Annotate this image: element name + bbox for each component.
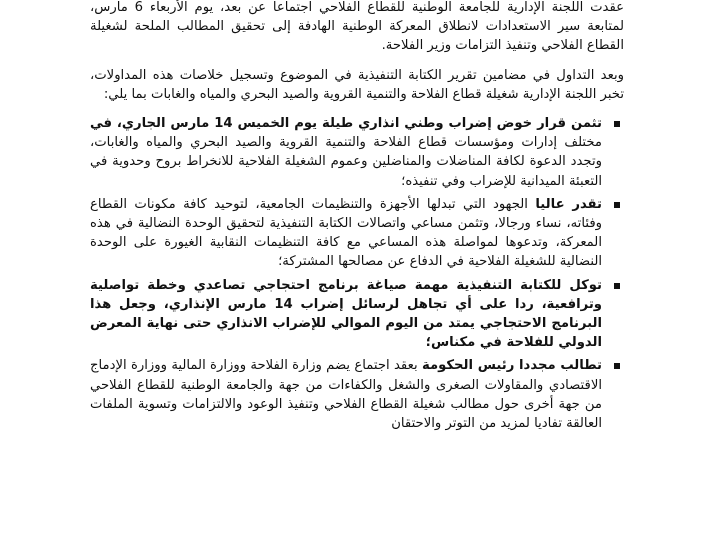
square-bullet-icon [614, 283, 620, 289]
item-bold-text: تطالب مجددا رئيس الحكومة [421, 358, 602, 374]
item-bold-text: تثمن قرار خوض إضراب وطني انذاري طيلة يوم الخميس 14 مارس الجاري، في [90, 116, 602, 132]
list-item [90, 114, 624, 191]
deliberation-paragraph: وبعد التداول في مضامين تقرير الكتابة التنفيذية في الموضوع وتسجيل خلاصات هذه المداولات، تخبر اللجنة الإدارية شغيلة قطاع الفلاحة والتنمية القروية والصيد البحري والمياه والغابات بما يلي: [90, 67, 624, 102]
list-item [90, 195, 624, 272]
item-text: بعقد اجتماع يضم وزارة الفلاحة ووزارة المالية ووزارة الإدماج الاقتصادي والمقاولات الصغرى والشغل والكفاءات من جهة والجامعة الوطنية للقطاع الفلاحي من جهة أخرى حول مطالب شغيلة القطاع الفلاحي وتنفيذ الوعود والالتزامات وتسوية الملفات العالقة تفاديا لمزيد من التوتر والاحتقان [90, 358, 602, 432]
intro-paragraph: عقدت اللجنة الإدارية للجامعة الوطنية للقطاع الفلاحي اجتماعا عن بعد، يوم الأربعاء 6 مارس، لمتابعة سير الاستعدادات لانطلاق المعركة الوطنية الهادفة إلى تحقيق المطالب الملحة لشغيلة القطاع الفلاحي وتنفيذ التزامات وزير الفلاحة. [90, 0, 624, 54]
square-bullet-icon [614, 202, 620, 208]
item-text: مختلف إدارات ومؤسسات قطاع الفلاحة والتنمية القروية والصيد البحري والمياه والغابات، وتجدد الدعوة لكافة المناضلات والمناضلين وعموم الشغيلة الفلاحية للانخراط بروح وحدوية في التعبئة الميدانية للإضراب وفي تنفيذه؛ [90, 135, 602, 189]
decisions-list [90, 114, 624, 433]
list-item [90, 276, 624, 353]
item-text: الجهود التي تبدلها الأجهزة والتنظيمات الجامعية، لتوحيد كافة مكونات القطاع وفئاته، نساء ورجالا، وتثمن مساعي واتصالات الكتابة التنفيذية لتحقيق الوحدة النضالية في هذه المعركة، وتدعوها لمواصلة هذه المساعي مع كافة التنظيمات النقابية الغيورة على الوحدة النضالية للشغيلة الفلاحية في الدفاع عن مصالحها المشتركة؛ [90, 196, 602, 270]
list-item [90, 356, 624, 433]
square-bullet-icon [614, 121, 620, 127]
square-bullet-icon [614, 363, 620, 369]
document-body [90, 0, 624, 437]
item-bold-text: توكل للكتابة التنفيذية مهمة صياغة برنامج احتجاجي تصاعدي وخطة تواصلية وترافعية، ردا على أي تجاهل لرسائل إضراب 14 مارس الإنذاري، وجعل هذا البرنامج الاحتجاجي يمتد من اليوم الموالي للإضراب الانذاري حتى نهاية المعرض الدولي للفلاحة في مكناس؛ [90, 277, 602, 351]
item-bold-text: تقدر عاليا [535, 196, 603, 212]
